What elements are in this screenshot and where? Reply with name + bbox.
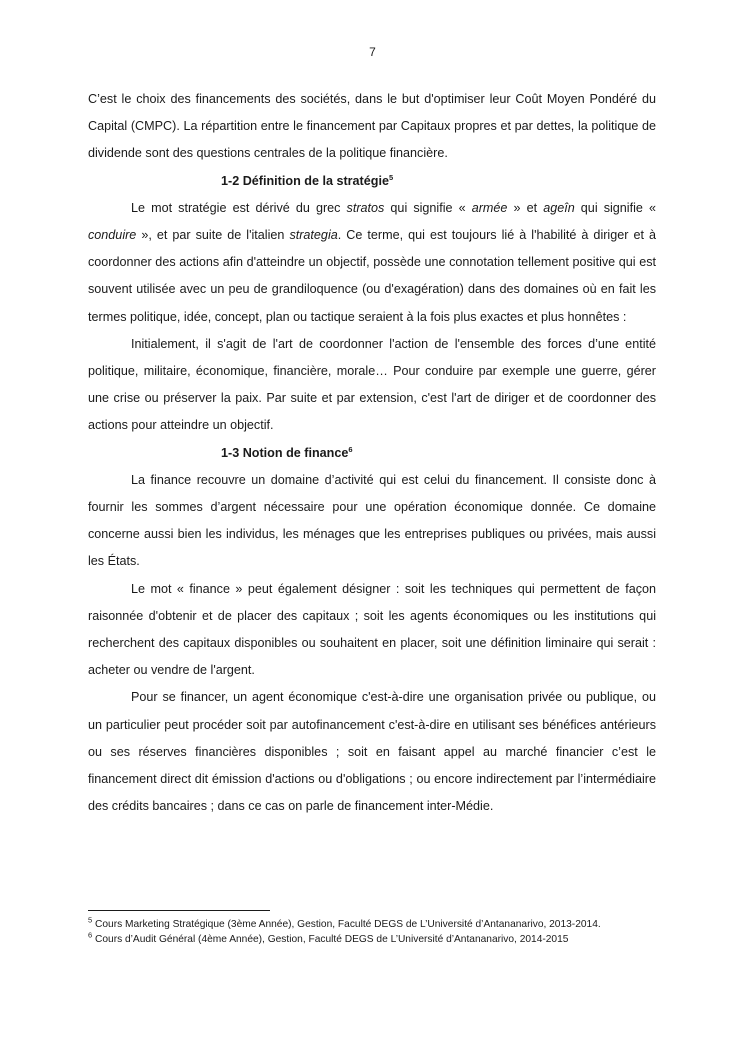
term-stratos: stratos [346,200,385,215]
paragraph-finance-domain: La finance recouvre un domaine d’activité qui est celui du financement. Il consiste donc à fournir les sommes d’argent nécessaire pour une opération économique donnée. Ce domaine concerne aussi bien les individus, les ménages que les entreprises publiques ou privées, mais aussi les États. [88,472,656,569]
heading-text: 1-2 Définition de la stratégie [221,173,389,188]
paragraph-strategy-art: Initialement, il s'agit de l'art de coordonner l'action de l'ensemble des forces d’une entité politique, militaire, économique, financière, morale… Pour conduire par exemple une guerre, gérer une crise ou préserver la paix. Par suite et par extension, c'est l'art de diriger et de coordonner des actions pour atteindre un objectif. [88,336,656,433]
footnotes [88,917,648,947]
footnote-ref-6: 6 [348,444,353,454]
term-conduire: conduire [88,228,137,243]
paragraph-finance-word: Le mot « finance » peut également désigner : soit les techniques qui permettent de façon raisonnée d'obtenir et de placer des capitaux ; soit les agents économiques ou les institutions qui recherchent des capitaux disponibles ou souhaitent en placer, soit une définition liminaire qui serait : acheter ou vendre de l'argent. [88,581,656,678]
heading-text: 1-3 Notion de finance [221,445,349,460]
body-text [88,86,656,820]
term-strategia: strategia [289,228,338,243]
paragraph-strategy-etymology: Le mot stratégie est dérivé du grec stratos qui signifie « armée » et ageîn qui signifie « conduire », et par suite de l'italien strategia. Ce terme, qui est toujours lié à l'habilité à diriger et à coordonner des actions afin d'atteindre un objectif, possède une connotation tellement positive qui est souvent utilisée avec un peu de grandiloquence (ou d'exagération) dans des domaines où en fait les termes politique, idée, concept, plan ou tactique seraient à la fois plus exactes et plus honnêtes : [88,200,656,324]
footnote-text: Cours Marketing Stratégique (3ème Année), Gestion, Faculté DEGS de L’Université d’Antananarivo, 2013-2014. [92,919,601,930]
footnote-5 [88,917,648,932]
footnote-6 [88,932,648,947]
footnote-number: 6 [88,930,93,940]
heading-finance-notion [88,440,656,467]
page-number: 7 [369,45,376,59]
footnote-number: 5 [88,915,93,925]
paragraph-cmpc: C’est le choix des financements des sociétés, dans le but d'optimiser leur Coût Moyen Pondéré du Capital (CMPC). La répartition entre le financement par Capitaux propres et par dettes, la politique de dividende sont des questions centrales de la politique financière. [88,92,656,161]
paragraph-financing-methods: Pour se financer, un agent économique c'est-à-dire une organisation privée ou publique, ou un particulier peut procéder soit par autofinancement c'est-à-dire en utilisant ses bénéfices antérieurs ou ses réserves financières disponibles ; soit en faisant appel au marché financier c’est le financement direct dit émission d'actions ou d'obligations ; ou encore indirectement par l’intermédiaire des crédits bancaires ; dans ce cas on parle de financement inter-Médie. [88,690,656,814]
footnote-separator [88,910,270,911]
term-armee: armée [471,200,508,215]
footnote-ref-5: 5 [388,172,394,182]
heading-strategy-definition [88,168,656,195]
footnote-text: Cours d’Audit Général (4ème Année), Gestion, Faculté DEGS de L’Université d’Antananarivo, 2014-2015 [92,934,569,945]
term-agein: ageîn [543,200,575,215]
